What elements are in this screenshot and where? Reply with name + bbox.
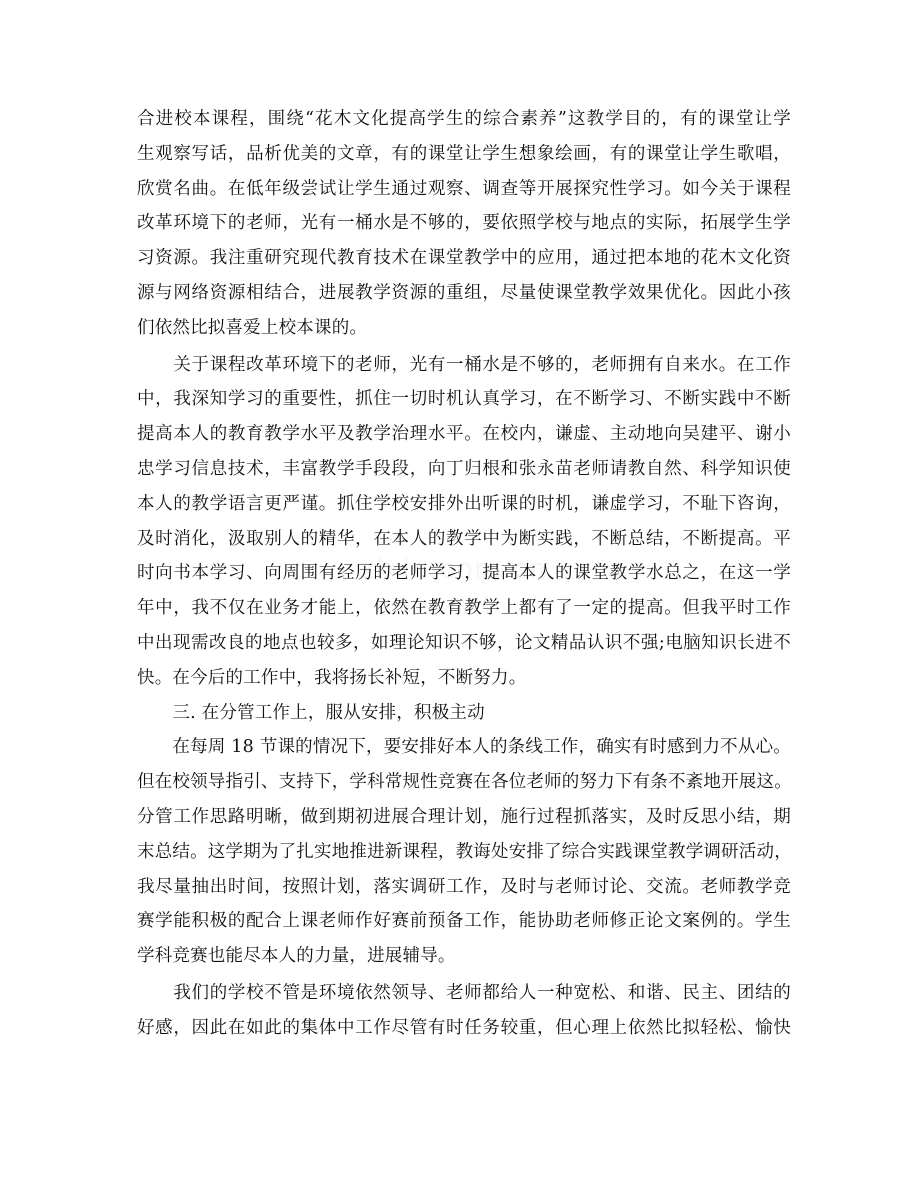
text-line: 及时消化，汲取别人的精华，在本人的教学中为断实践，不断总结，不断提高。平	[137, 528, 791, 549]
text-line: 提高本人的教育教学水平及教学治理水平。在校内，谦虚、主动地向吴建平、谢小	[137, 424, 791, 445]
text-line: 生观察写话，品析优美的文章，有的课堂让学生想象绘画，有的课堂让学生歌唱，	[137, 143, 791, 164]
text-line: 习资源。我注重研究现代教育技术在课堂教学中的应用，通过把本地的花木文化资	[137, 248, 791, 269]
text-line: 年中，我不仅在业务才能上，依然在教育教学上都有了一定的提高。但我平时工作	[137, 598, 791, 619]
text-line: 关于课程改革环境下的老师，光有一桶水是不够的，老师拥有自来水。在工作	[137, 354, 791, 375]
text-line: 源与网络资源相结合，进展教学资源的重组，尽量使课堂教学效果优化。因此小孩	[137, 282, 791, 303]
text-line: 快。在今后的工作中，我将扬长补短，不断努力。	[137, 667, 527, 688]
document-body	[137, 102, 791, 1046]
text-line: 时向书本学习、向周围有经历的老师学习，提高本人的课堂教学水总之，在这一学	[137, 563, 791, 584]
text-line: 我们的学校不管是环境依然领导、老师都给人一种宽松、和谐、民主、团结的	[137, 982, 791, 1003]
text-line: 学科竞赛也能尽本人的力量，进展辅导。	[137, 946, 456, 967]
text-line: 赛学能积极的配合上课老师作好赛前预备工作，能协助老师修正论文案例的。学生	[137, 911, 791, 932]
text-line: 合进校本课程，围绕“花木文化提高学生的综合素养”这教学目的，有的课堂让学	[137, 109, 791, 129]
text-line: 但在校领导指引、支持下，学科常规性竞赛在各位老师的努力下有条不紊地开展这。	[137, 772, 792, 793]
text-line: 末总结。这学期为了扎实地推进新课程，教诲处安排了综合实践课堂教学调研活动，	[137, 841, 792, 862]
text-line: 中，我深知学习的重要性，抓住一切时机认真学习，在不断学习、不断实践中不断	[137, 389, 791, 410]
section-heading: 三. 在分管工作上，服从安排，积极主动	[137, 702, 485, 723]
text-line: 们依然比拟喜爱上校本课的。	[137, 317, 368, 338]
text-line: 忠学习信息技术，丰富教学手段段，向丁归根和张永苗老师请教自然、科学知识使	[137, 458, 791, 479]
text-line: 欣赏名曲。在低年级尝试让学生通过观察、调查等开展探究性学习。如今关于课程	[137, 178, 791, 199]
text-line: 好感，因此在如此的集体中工作尽管有时任务较重，但心理上依然比拟轻松、愉快	[137, 1017, 791, 1038]
text-line: 中出现需改良的地点也较多，如理论知识不够，论文精品认识不强;电脑知识长进不	[137, 632, 791, 653]
text-line: 在每周 18 节课的情况下，要安排好本人的条线工作，确实有时感到力不从心。	[137, 737, 791, 758]
text-line: 改革环境下的老师，光有一桶水是不够的，要依照学校与地点的实际，拓展学生学	[137, 213, 791, 234]
text-line: 分管工作思路明晰，做到期初进展合理计划，施行过程抓落实，及时反思小结，期	[137, 806, 791, 827]
text-line: 本人的教学语言更严谨。抓住学校安排外出听课的时机，谦虚学习，不耻下咨询，	[137, 493, 791, 514]
text-line: 我尽量抽出时间，按照计划，落实调研工作，及时与老师讨论、交流。老师教学竞	[137, 876, 791, 897]
